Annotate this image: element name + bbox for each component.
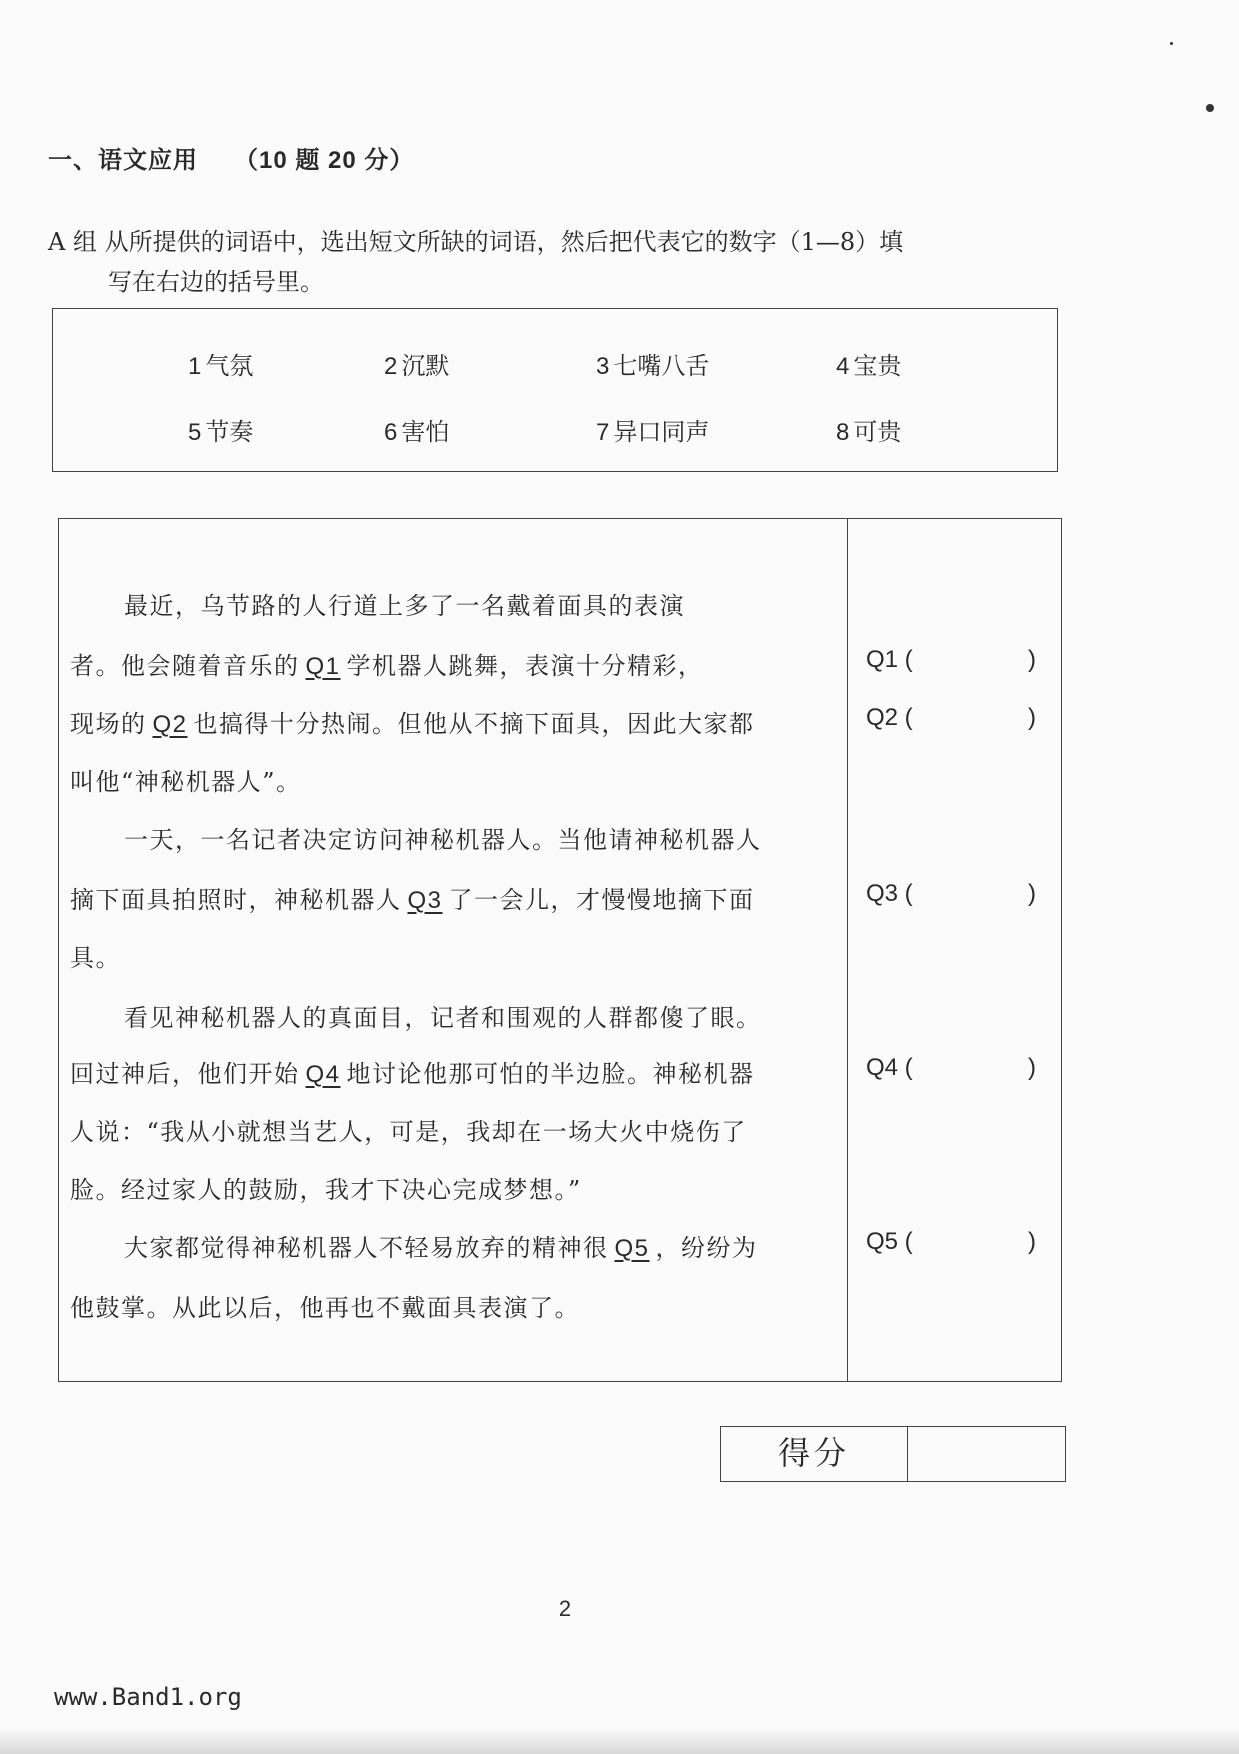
answer-close: ) bbox=[1028, 1054, 1036, 1081]
answer-label: Q3 ( bbox=[866, 880, 913, 907]
passage-line: 脸。经过家人的鼓励，我才下决心完成梦想。” bbox=[70, 1176, 582, 1204]
word-option-6 bbox=[384, 412, 449, 447]
passage-line: 看见神秘机器人的真面目，记者和围观的人群都傻了眼。 bbox=[124, 1004, 762, 1032]
passage-text: 现场的 bbox=[70, 710, 147, 738]
word-option-3 bbox=[596, 346, 709, 381]
passage-line bbox=[124, 1228, 758, 1263]
passage-line: 一天，一名记者决定访问神秘机器人。当他请神秘机器人 bbox=[124, 826, 762, 854]
answer-label: Q1 ( bbox=[866, 646, 913, 673]
passage-text: 者。他会随着音乐的 bbox=[70, 652, 300, 680]
passage-line: 他鼓掌。从此以后，他再也不戴面具表演了。 bbox=[70, 1294, 580, 1322]
scan-edge-shadow bbox=[0, 1728, 1239, 1754]
word-num: 8 bbox=[836, 419, 850, 446]
blank-q5: Q5 bbox=[614, 1235, 650, 1262]
word-num: 3 bbox=[596, 353, 610, 380]
passage-line: 最近，乌节路的人行道上多了一名戴着面具的表演 bbox=[124, 592, 685, 620]
word-text: 异口同声 bbox=[613, 418, 710, 446]
word-option-8 bbox=[836, 412, 901, 447]
passage-text: 了一会儿，才慢慢地摘下面 bbox=[448, 886, 755, 914]
score-box bbox=[720, 1426, 1066, 1482]
passage-line: 人说：“我从小就想当艺人，可是，我却在一场大火中烧伤了 bbox=[70, 1118, 747, 1146]
page-number: 2 bbox=[558, 1596, 572, 1621]
word-text: 沉默 bbox=[401, 352, 450, 380]
word-option-2 bbox=[384, 346, 449, 381]
scan-speck bbox=[1206, 104, 1214, 112]
blank-q4: Q4 bbox=[305, 1061, 341, 1088]
answer-close: ) bbox=[1028, 704, 1036, 731]
blank-q3: Q3 bbox=[407, 887, 443, 914]
word-text: 可贵 bbox=[853, 418, 902, 446]
passage-line bbox=[70, 880, 755, 915]
answer-close: ) bbox=[1028, 1228, 1036, 1255]
word-num: 5 bbox=[188, 419, 202, 446]
answer-label: Q2 ( bbox=[866, 704, 913, 731]
blank-q2: Q2 bbox=[152, 711, 188, 738]
word-num: 6 bbox=[384, 419, 398, 446]
column-divider bbox=[847, 518, 848, 1382]
answer-close: ) bbox=[1028, 880, 1036, 907]
answer-label: Q4 ( bbox=[866, 1054, 913, 1081]
word-text: 七嘴八舌 bbox=[613, 352, 710, 380]
instruction-line-2: 写在右边的括号里。 bbox=[108, 268, 324, 296]
passage-text: 地讨论他那可怕的半边脸。神秘机器 bbox=[346, 1060, 755, 1088]
answer-close: ) bbox=[1028, 646, 1036, 673]
word-option-1 bbox=[188, 346, 253, 381]
passage-line bbox=[70, 1054, 755, 1089]
passage-text: 学机器人跳舞，表演十分精彩， bbox=[346, 652, 704, 680]
blank-q1: Q1 bbox=[305, 653, 341, 680]
word-text: 节奏 bbox=[205, 418, 254, 446]
section-points: （10 题 20 分） bbox=[234, 147, 415, 174]
word-option-7 bbox=[596, 412, 709, 447]
word-option-5 bbox=[188, 412, 253, 447]
answer-q2[interactable] bbox=[866, 704, 1036, 732]
answer-q4[interactable] bbox=[866, 1054, 1036, 1082]
word-num: 4 bbox=[836, 353, 850, 380]
passage-text: ，纷纷为 bbox=[655, 1234, 758, 1262]
word-text: 宝贵 bbox=[853, 352, 902, 380]
word-text: 气氛 bbox=[205, 352, 254, 380]
word-num: 7 bbox=[596, 419, 610, 446]
word-text: 害怕 bbox=[401, 418, 450, 446]
passage-text: 大家都觉得神秘机器人不轻易放弃的精神很 bbox=[124, 1234, 609, 1262]
passage-text: 摘下面具拍照时，神秘机器人 bbox=[70, 886, 402, 914]
word-num: 2 bbox=[384, 353, 398, 380]
passage-line: 叫他“神秘机器人”。 bbox=[70, 768, 302, 796]
passage-text: 也搞得十分热闹。但他从不摘下面具，因此大家都 bbox=[193, 710, 755, 738]
answer-q5[interactable] bbox=[866, 1228, 1036, 1256]
answer-q3[interactable] bbox=[866, 880, 1036, 908]
scan-speck bbox=[1170, 42, 1173, 45]
word-option-4 bbox=[836, 346, 901, 381]
footer-url: www.Band1.org bbox=[54, 1683, 242, 1711]
passage-text: 回过神后，他们开始 bbox=[70, 1060, 300, 1088]
score-field[interactable] bbox=[908, 1427, 1065, 1481]
answer-q1[interactable] bbox=[866, 646, 1036, 674]
word-bank bbox=[52, 308, 1058, 472]
word-num: 1 bbox=[188, 353, 202, 380]
instruction bbox=[48, 222, 1048, 302]
instruction-line-1: A 组 从所提供的词语中，选出短文所缺的词语，然后把代表它的数字（1—8）填 bbox=[48, 228, 904, 256]
section-heading: 一、语文应用 bbox=[48, 145, 198, 174]
answer-label: Q5 ( bbox=[866, 1228, 913, 1255]
passage-line bbox=[70, 704, 755, 739]
section-title bbox=[48, 140, 414, 175]
score-label: 得分 bbox=[721, 1427, 908, 1481]
passage-line: 具。 bbox=[70, 944, 121, 972]
passage-line bbox=[70, 646, 704, 681]
